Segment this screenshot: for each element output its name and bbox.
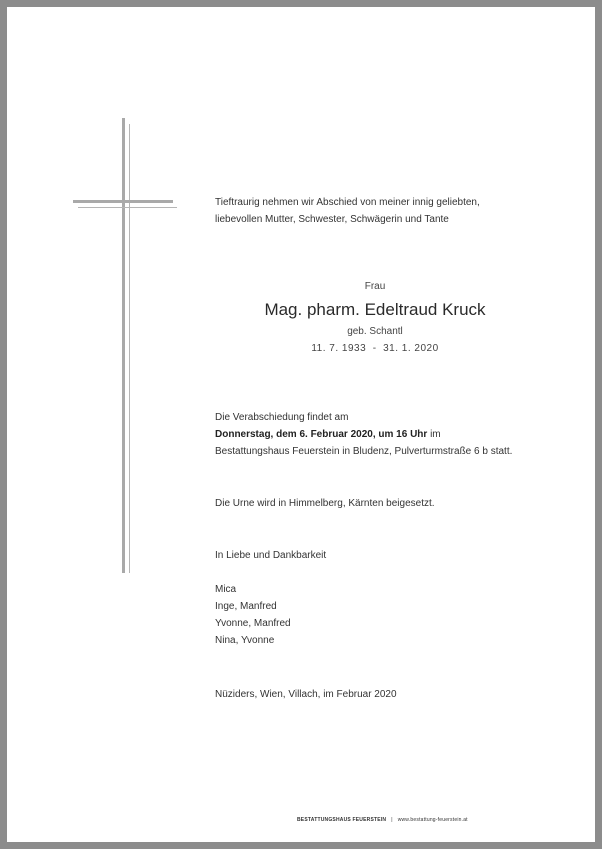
footer-separator: | [391, 817, 393, 823]
cross-vertical-bar [122, 118, 125, 573]
mourner-1: Mica [215, 584, 237, 595]
farewell-datetime: Donnerstag, dem 6. Februar 2020, um 16 Uhr [215, 429, 428, 440]
intro-line-1: Tieftraurig nehmen wir Abschied von meiner innig geliebten, [215, 197, 480, 208]
salutation: Frau [364, 281, 386, 292]
mourners-list [215, 581, 291, 649]
cross-horizontal-bar [73, 200, 173, 203]
mourner-3: Yvonne, Manfred [215, 618, 291, 629]
footer-url[interactable]: www.bestattung-feuerstein.at [397, 817, 468, 823]
intro-line-2: liebevollen Mutter, Schwester, Schwägerin und Tante [215, 214, 449, 225]
farewell-line-3: Bestattungshaus Feuerstein in Bludenz, Pulverturmstraße 6 b statt. [215, 446, 513, 457]
life-dates: 11. 7. 1933 - 31. 1. 2020 [311, 343, 439, 354]
cross-vertical-line [129, 124, 130, 573]
deceased-name: Mag. pharm. Edeltraud Kruck [264, 300, 486, 319]
cross-horizontal-line [78, 207, 177, 208]
mourner-4: Nina, Yvonne [215, 635, 275, 646]
footer [297, 817, 468, 823]
urn-text: Die Urne wird in Himmelberg, Kärnten beigesetzt. [215, 498, 435, 509]
footer-brand: BESTATTUNGSHAUS FEUERSTEIN [297, 817, 387, 823]
farewell-text [215, 409, 512, 460]
place-date: Nüziders, Wien, Villach, im Februar 2020 [215, 689, 397, 700]
intro-text [215, 194, 480, 228]
maiden-name: geb. Schantl [347, 326, 403, 337]
obituary-page [7, 7, 595, 842]
mourner-2: Inge, Manfred [215, 601, 277, 612]
closing-text: In Liebe und Dankbarkeit [215, 550, 327, 561]
farewell-im: im [427, 429, 441, 440]
farewell-line-1: Die Verabschiedung findet am [215, 412, 349, 423]
